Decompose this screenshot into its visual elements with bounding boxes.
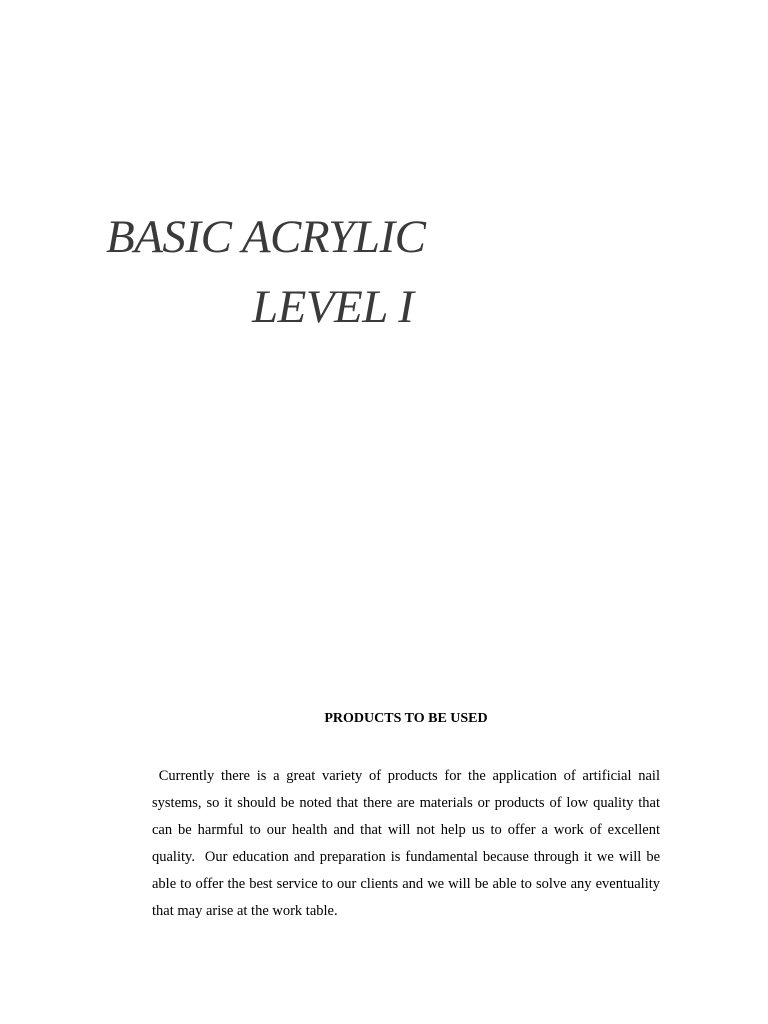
title-line-2: LEVEL I — [252, 281, 414, 333]
body-paragraph: Currently there is a great variety of products for the application of artificial nail systems, so it should be noted that there are materials or products of low quality that can be harmful to our health and that will not help us to offer a work of excellent quality. Our education and preparation is fundamental because through it we will be able to offer the best service to our clients and we will be able to solve any eventuality that may arise at the work table. — [152, 768, 660, 919]
title-line-1: BASIC ACRYLIC — [106, 211, 426, 263]
section-heading: PRODUCTS TO BE USED — [324, 711, 488, 726]
